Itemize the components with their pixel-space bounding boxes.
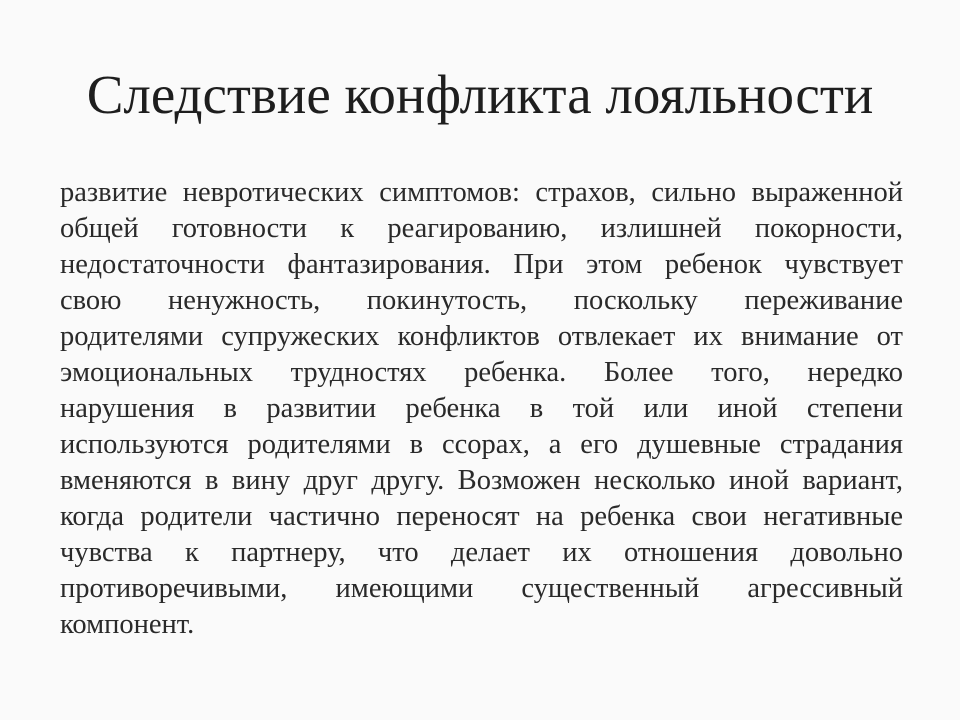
- body-line: противоречивыми, имеющими существенный агрессивный: [60, 573, 903, 604]
- body-line: родителями супружеских конфликтов отвлекает их внимание от: [60, 321, 903, 352]
- body-line: компонент.: [60, 609, 195, 640]
- body-line: свою ненужность, покинутость, поскольку переживание: [60, 285, 903, 316]
- body-line: нарушения в развитии ребенка в той или иной степени: [60, 393, 903, 424]
- body-line: развитие невротических симптомов: страхов, сильно выраженной: [60, 177, 903, 208]
- body-line: вменяются в вину друг другу. Возможен несколько иной вариант,: [60, 465, 903, 496]
- body-line: недостаточности фантазирования. При этом ребенок чувствует: [60, 249, 903, 280]
- body-line: общей готовности к реагированию, излишней покорности,: [60, 213, 903, 244]
- body-line: используются родителями в ссорах, а его душевные страдания: [60, 429, 903, 460]
- slide-body-text: [60, 175, 903, 643]
- body-line: чувства к партнеру, что делает их отношения довольно: [60, 537, 903, 568]
- slide-title: Следствие конфликта лояльности: [86, 64, 874, 125]
- body-line: эмоциональных трудностях ребенка. Более того, нередко: [60, 357, 903, 388]
- body-line: когда родители частично переносят на ребенка свои негативные: [60, 501, 903, 532]
